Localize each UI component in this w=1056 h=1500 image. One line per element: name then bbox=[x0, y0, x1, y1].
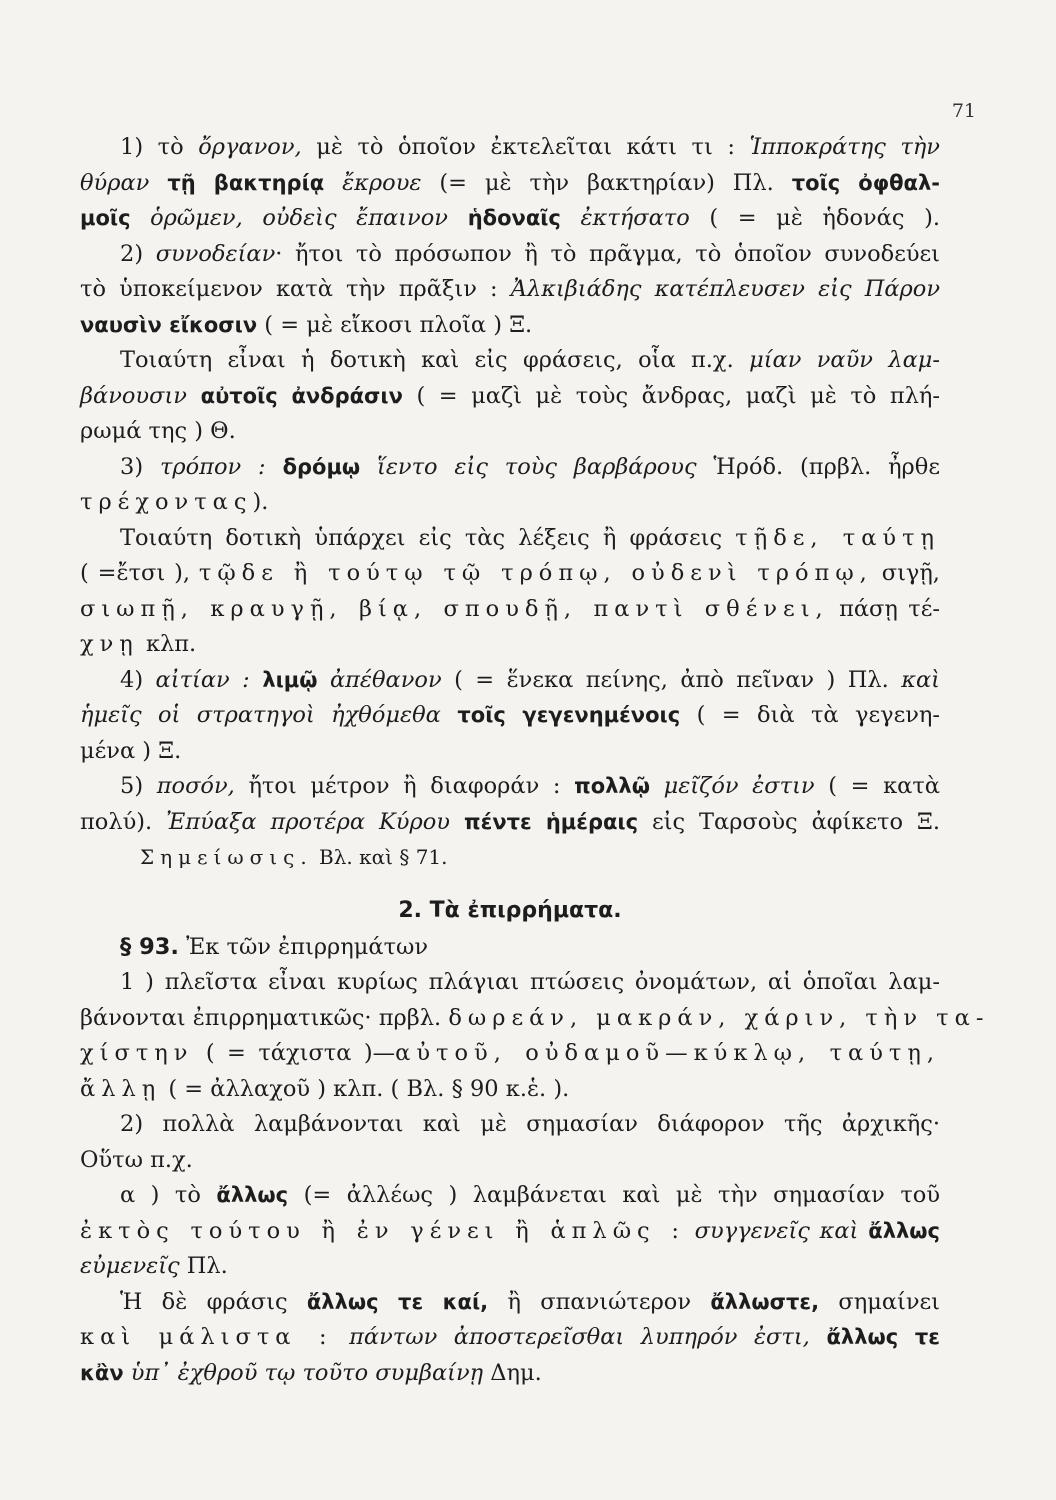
text-line: ( =ἔτσι ), τῷδε ἢ τούτῳ τῷ τρόπῳ, οὐδενὶ τρόπῳ, σιγῇ, bbox=[80, 560, 940, 586]
text-line: Τοιαύτη εἶναι ἡ δοτικὴ καὶ εἰς φράσεις, οἷα π.χ. μίαν ναῦν λαμ- bbox=[120, 347, 940, 373]
text-line: 4) αἰτίαν : λιμῷ ἀπέθανον ( = ἕνεκα πείνης, ἀπὸ πεῖναν ) Πλ. καὶ bbox=[120, 666, 941, 693]
text-line: μοῖς ὁρῶμεν, οὐδεὶς ἔπαινον ἡδοναῖς ἐκτήσατο ( = μὲ ἡδονάς ). bbox=[80, 205, 940, 231]
text-line: Οὕτω π.χ. bbox=[80, 1146, 193, 1173]
text-line: 5) ποσόν, ἤτοι μέτρον ἢ διαφοράν : πολλῷ μεῖζόν ἐστιν ( = κατὰ bbox=[120, 773, 941, 799]
text-line: ἐκτὸς τούτου ἢ ἐν γένει ἢ ἁπλῶς : συγγενεῖς καὶ ἄλλως bbox=[80, 1217, 940, 1244]
text-line: σιωπῇ, κραυγῇ, βίᾳ, σπουδῇ, παντὶ σθένει, πάσῃ τέ- bbox=[80, 595, 940, 622]
section-line: § 93. Ἐκ τῶν ἐπιρρημάτων bbox=[120, 933, 429, 960]
text-line: πολύ). Ἐπύαξα προτέρα Κύρου πέντε ἡμέραις εἰς Ταρσοὺς ἀφίκετο Ξ. bbox=[80, 808, 940, 835]
text-line: εὐμενεῖς Πλ. bbox=[80, 1253, 228, 1279]
text-line: κἂν ὑπ᾿ ἐχθροῦ τῳ τοῦτο συμβαίνῃ Δημ. bbox=[80, 1359, 542, 1386]
text-line: 3) τρόπον : δρόμῳ ἵεντο εἰς τοὺς βαρβάρους Ἡρόδ. (πρβλ. ἦρθε bbox=[120, 453, 940, 480]
page-number: 71 bbox=[951, 100, 976, 122]
note-line: Σημείωσις. Βλ. καὶ § 71. bbox=[140, 845, 448, 869]
text-line: μένα ) Ξ. bbox=[80, 737, 182, 764]
text-line: ἄλλῃ ( = ἀλλαχοῦ ) κλπ. ( Βλ. § 90 κ.ἑ. ). bbox=[80, 1075, 570, 1102]
section-heading: 2. Τὰ ἐπιρρήματα. bbox=[398, 897, 622, 923]
text-line: 1) τὸ ὄργανον, μὲ τὸ ὁποῖον ἐκτελεῖται κάτι τι : Ἱπποκράτης τὴν bbox=[120, 134, 940, 160]
text-line: βάνουσιν αὐτοῖς ἀνδράσιν ( = μαζὶ μὲ τοὺς ἄνδρας, μαζὶ μὲ τὸ πλή- bbox=[80, 382, 941, 409]
text-line: χίστην ( = τάχιστα )—αὐτοῦ, οὐδαμοῦ—κύκλῳ, ταύτῃ, bbox=[80, 1040, 940, 1066]
page-body bbox=[80, 130, 990, 1391]
text-line: χνῃ κλπ. bbox=[80, 631, 197, 657]
text-line: α ) τὸ ἄλλως (= ἀλλέως ) λαμβάνεται καὶ μὲ τὴν σημασίαν τοῦ bbox=[120, 1182, 940, 1208]
text-line: ρωμά της ) Θ. bbox=[80, 418, 236, 444]
text-line: 2) συνοδείαν· ἤτοι τὸ πρόσωπον ἢ τὸ πρᾶγμα, τὸ ὁποῖον συνοδεύει bbox=[120, 240, 941, 267]
text-line: 2) πολλὰ λαμβάνονται καὶ μὲ σημασίαν διάφορον τῆς ἀρχικῆς· bbox=[120, 1111, 940, 1137]
text-line: ναυσὶν εἴκοσιν ( = μὲ εἴκοσι πλοῖα ) Ξ. bbox=[80, 311, 533, 338]
text-line: θύραν τῇ βακτηρίᾳ ἔκρουε (= μὲ τὴν βακτηρίαν) Πλ. τοῖς ὀφθαλ- bbox=[80, 169, 940, 196]
section-symbol: § 93. bbox=[120, 933, 179, 960]
text-line: ἡμεῖς οἱ στρατηγοὶ ἠχθόμεθα τοῖς γεγενημένοις ( = διὰ τὰ γεγενη- bbox=[80, 702, 940, 728]
text-line: τρέχοντας). bbox=[80, 489, 269, 515]
text-line: Ἡ δὲ φράσις ἄλλως τε καί, ἢ σπανιώτερον ἄλλωστε, σημαίνει bbox=[120, 1288, 941, 1315]
text-line: βάνονται ἐπιρρηματικῶς· πρβλ. δωρεάν, μακράν, χάριν, τὴν τα- bbox=[80, 1004, 990, 1031]
text-line: Τοιαύτη δοτικὴ ὑπάρχει εἰς τὰς λέξεις ἢ φράσεις τῇδε, ταύτῃ bbox=[120, 524, 941, 551]
text-line: τὸ ὑποκείμενον κατὰ τὴν πρᾶξιν : Ἀλκιβιάδης κατέπλευσεν εἰς Πάρον bbox=[80, 276, 941, 302]
text-line: καὶ μάλιστα : πάντων ἀποστερεῖσθαι λυπηρόν ἐστι, ἄλλως τε bbox=[80, 1324, 940, 1350]
text-line: 1 ) πλεῖστα εἶναι κυρίως πλάγιαι πτώσεις ὀνομάτων, αἱ ὁποῖαι λαμ- bbox=[120, 969, 940, 995]
